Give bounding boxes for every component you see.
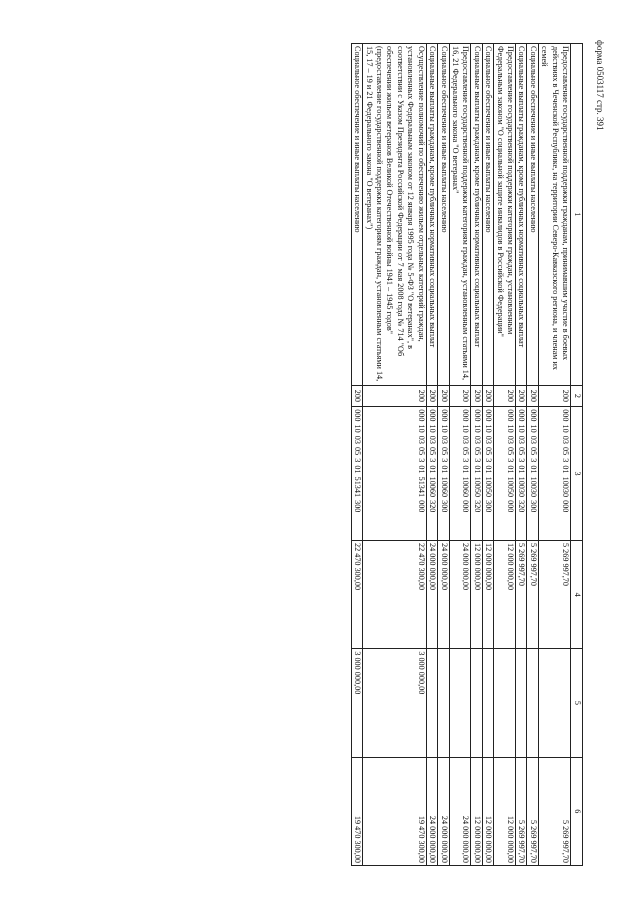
row-kbk-cell: 000 10 03 05 3 01 51341 000 xyxy=(363,407,426,541)
row-value-6-cell: 5 269 997,70 xyxy=(538,757,570,865)
report-table xyxy=(351,43,583,866)
row-value-6-cell: 12 000 000,00 xyxy=(471,757,482,865)
row-kbk-cell: 000 10 03 05 3 01 10050 000 xyxy=(494,407,516,541)
row-value-5-cell: 3 000 000,00 xyxy=(363,649,426,757)
row-name-cell: Социальное обеспечение и иные выплаты населению xyxy=(527,44,538,386)
form-label: форма 0503117 стр. 391 xyxy=(595,40,605,131)
column-number: 1 xyxy=(571,44,583,386)
row-value-4-cell: 5 269 997,70 xyxy=(515,541,526,649)
row-value-6-cell: 12 000 000,00 xyxy=(494,757,516,865)
row-value-6-cell: 24 000 000,00 xyxy=(426,757,437,865)
row-name-cell: Социальные выплаты гражданам, кроме публичных нормативных социальных выплат xyxy=(471,44,482,386)
row-value-4-cell: 12 000 000,00 xyxy=(471,541,482,649)
row-kbk-cell: 000 10 03 05 3 01 10030 000 xyxy=(538,407,570,541)
row-name-cell: Осуществление полномочий по обеспечению жильем отдельных категорий граждан, установленных Федеральным законом от 12 января 1995 года № 5-ФЗ "О ветеранах", в соответствии с Указом Президента Российской Федерации от 7 мая 2008 года № 714 "Об обеспечении жильем ветеранов Великой Отечественной войны 1941 – 1945 годов" (предоставление государственной поддержки категориям граждан, установленным статьями 14, 15, 17 – 19 и 21 Федерального закона "О ветеранах") xyxy=(363,44,426,386)
row-value-5-cell xyxy=(449,649,471,757)
row-name-cell: Социальные выплаты гражданам, кроме публичных нормативных социальных выплат xyxy=(515,44,526,386)
column-number: 6 xyxy=(571,757,583,865)
row-kbk-cell: 000 10 03 05 3 01 51341 300 xyxy=(351,407,362,541)
row-value-4-cell: 12 000 000,00 xyxy=(482,541,493,649)
table-row xyxy=(482,44,493,866)
table-row xyxy=(471,44,482,866)
column-number-row xyxy=(571,44,583,866)
row-value-6-cell: 24 000 000,00 xyxy=(449,757,471,865)
row-name-cell: Социальное обеспечение и иные выплаты населению xyxy=(482,44,493,386)
row-code-cell: 200 xyxy=(538,385,570,407)
table-row xyxy=(351,44,362,866)
row-code-cell: 200 xyxy=(527,385,538,407)
row-kbk-cell: 000 10 03 05 3 01 10050 300 xyxy=(482,407,493,541)
column-number: 2 xyxy=(571,385,583,407)
row-value-4-cell: 5 269 997,70 xyxy=(527,541,538,649)
row-code-cell: 200 xyxy=(351,385,362,407)
row-value-5-cell xyxy=(538,649,570,757)
row-value-5-cell xyxy=(471,649,482,757)
table-row xyxy=(515,44,526,866)
row-code-cell: 200 xyxy=(426,385,437,407)
row-value-4-cell: 24 000 000,00 xyxy=(449,541,471,649)
row-value-6-cell: 12 000 000,00 xyxy=(482,757,493,865)
column-number: 4 xyxy=(571,541,583,649)
row-value-4-cell: 22 470 300,00 xyxy=(363,541,426,649)
row-code-cell: 200 xyxy=(494,385,516,407)
row-kbk-cell: 000 10 03 05 3 01 10060 320 xyxy=(426,407,437,541)
table-row xyxy=(438,44,449,866)
row-code-cell: 200 xyxy=(471,385,482,407)
row-value-5-cell xyxy=(482,649,493,757)
row-name-cell: Социальное обеспечение и иные выплаты населению xyxy=(438,44,449,386)
table-body xyxy=(351,44,570,866)
row-code-cell: 200 xyxy=(438,385,449,407)
row-code-cell: 200 xyxy=(363,385,426,407)
column-number: 5 xyxy=(571,649,583,757)
table-row xyxy=(494,44,516,866)
table-row xyxy=(449,44,471,866)
row-name-cell: Социальное обеспечение и иные выплаты населению xyxy=(351,44,362,386)
row-kbk-cell: 000 10 03 05 3 01 10030 320 xyxy=(515,407,526,541)
table-row xyxy=(538,44,570,866)
table-row xyxy=(527,44,538,866)
row-value-4-cell: 12 000 000,00 xyxy=(494,541,516,649)
page-header xyxy=(593,40,607,180)
row-value-5-cell xyxy=(515,649,526,757)
row-kbk-cell: 000 10 03 05 3 01 10050 320 xyxy=(471,407,482,541)
row-value-4-cell: 24 000 000,00 xyxy=(438,541,449,649)
row-name-cell: Предоставление государственной поддержки гражданам, принимавшим участие в боевых действиях в Чеченской Республике, на территории Северо-Кавказского региона, и членам их семей xyxy=(538,44,570,386)
row-kbk-cell: 000 10 03 05 3 01 10060 000 xyxy=(449,407,471,541)
column-number: 3 xyxy=(571,407,583,541)
row-value-5-cell: 3 000 000,00 xyxy=(351,649,362,757)
row-value-4-cell: 22 470 300,00 xyxy=(351,541,362,649)
row-value-4-cell: 5 269 997,70 xyxy=(538,541,570,649)
row-kbk-cell: 000 10 03 05 3 01 10060 300 xyxy=(438,407,449,541)
row-code-cell: 200 xyxy=(449,385,471,407)
row-value-5-cell xyxy=(438,649,449,757)
row-value-6-cell: 5 269 997,70 xyxy=(515,757,526,865)
row-name-cell: Социальные выплаты гражданам, кроме публичных нормативных социальных выплат xyxy=(426,44,437,386)
table-row xyxy=(363,44,426,866)
row-value-6-cell: 24 000 000,00 xyxy=(438,757,449,865)
table-container xyxy=(78,43,583,866)
row-value-6-cell: 19 470 300,00 xyxy=(363,757,426,865)
row-code-cell: 200 xyxy=(515,385,526,407)
row-value-6-cell: 5 269 997,70 xyxy=(527,757,538,865)
row-value-6-cell: 19 470 300,00 xyxy=(351,757,362,865)
row-kbk-cell: 000 10 03 05 3 01 10030 300 xyxy=(527,407,538,541)
row-name-cell: Предоставление государственной поддержки категориям граждан, установленным статьями 14, 16, 21 Федерального закона "О ветеранах" xyxy=(449,44,471,386)
row-value-5-cell xyxy=(426,649,437,757)
row-code-cell: 200 xyxy=(482,385,493,407)
row-value-5-cell xyxy=(527,649,538,757)
row-name-cell: Предоставление государственной поддержки категориям граждан, установленным Федеральным законом "О социальной защите инвалидов в Российской Федерации" xyxy=(494,44,516,386)
table-row xyxy=(426,44,437,866)
row-value-4-cell: 24 000 000,00 xyxy=(426,541,437,649)
row-value-5-cell xyxy=(494,649,516,757)
